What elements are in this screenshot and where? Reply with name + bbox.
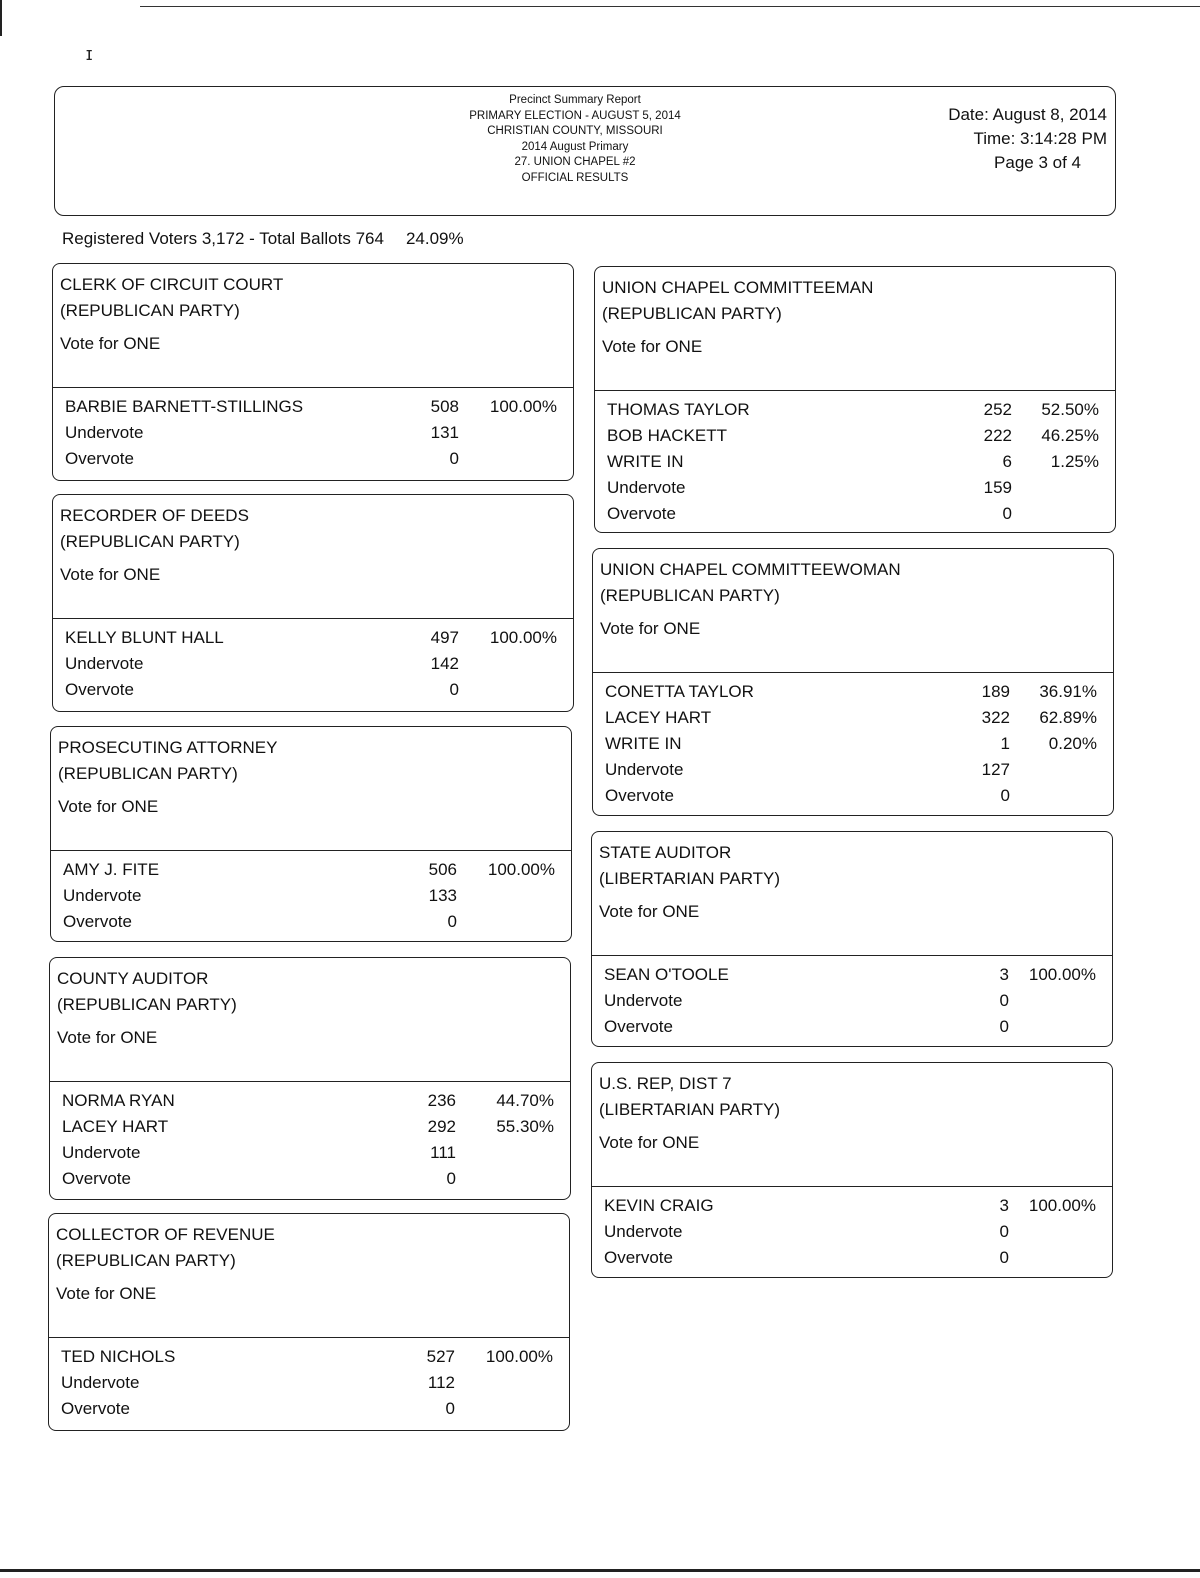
result-row xyxy=(604,1219,1104,1245)
report-title-line: Precinct Summary Report xyxy=(509,94,641,106)
result-row xyxy=(65,677,565,703)
race-office: RECORDER OF DEEDS xyxy=(60,506,249,525)
result-row xyxy=(65,651,565,677)
report-title-line: 27. UNION CHAPEL #2 xyxy=(514,156,636,168)
race-office: COUNTY AUDITOR xyxy=(57,969,209,988)
vote-count: 252 xyxy=(983,400,1012,419)
result-row xyxy=(607,397,1107,423)
vote-count: 189 xyxy=(981,682,1010,701)
vote-percent: 100.00% xyxy=(1028,1196,1096,1215)
vote-instruction: Vote for ONE xyxy=(599,902,700,921)
race-box xyxy=(50,726,572,942)
vote-count: 506 xyxy=(428,860,457,879)
race-title xyxy=(60,272,283,324)
candidate-name: Overvote xyxy=(65,680,134,699)
race-title xyxy=(600,557,901,609)
race-party: (LIBERTARIAN PARTY) xyxy=(599,869,781,888)
race-title xyxy=(60,503,249,555)
turnout-percent: 24.09% xyxy=(405,229,464,248)
vote-count: 0 xyxy=(999,1222,1009,1241)
vote-instruction: Vote for ONE xyxy=(600,619,701,638)
candidate-name: NORMA RYAN xyxy=(62,1091,175,1110)
candidate-name: Undervote xyxy=(604,991,683,1010)
vote-count: 0 xyxy=(1000,786,1010,805)
vote-percent: 0.20% xyxy=(1048,734,1097,753)
race-box xyxy=(52,494,574,712)
candidate-name: Undervote xyxy=(65,423,144,442)
vote-count: 222 xyxy=(983,426,1012,445)
race-party: (REPUBLICAN PARTY) xyxy=(60,532,240,551)
race-title xyxy=(599,840,780,892)
vote-count: 527 xyxy=(426,1347,455,1366)
result-row xyxy=(607,423,1107,449)
vote-percent: 100.00% xyxy=(487,860,555,879)
result-row xyxy=(605,757,1105,783)
report-title-line: 2014 August Primary xyxy=(521,140,629,153)
result-row xyxy=(65,446,565,472)
vote-percent: 100.00% xyxy=(489,397,557,416)
vote-count: 6 xyxy=(1002,452,1012,471)
results-list xyxy=(604,1193,1104,1271)
vote-percent: 62.89% xyxy=(1039,708,1097,727)
candidate-name: CONETTA TAYLOR xyxy=(605,682,754,701)
race-box xyxy=(591,1062,1113,1278)
vote-percent: 55.30% xyxy=(496,1117,554,1136)
result-row xyxy=(63,857,563,883)
vote-count: 112 xyxy=(427,1373,455,1392)
race-box xyxy=(48,1213,570,1431)
result-row xyxy=(605,679,1105,705)
race-divider xyxy=(593,672,1113,673)
race-box xyxy=(52,263,574,481)
turnout-text: Registered Voters 3,172 - Total Ballots 764 xyxy=(62,229,384,248)
page-number: Page 3 of 4 xyxy=(994,153,1081,172)
vote-count: 0 xyxy=(447,912,457,931)
candidate-name: WRITE IN xyxy=(605,734,682,753)
result-row xyxy=(65,625,565,651)
race-divider xyxy=(49,1337,569,1338)
result-row xyxy=(604,1014,1104,1040)
candidate-name: Overvote xyxy=(604,1017,673,1036)
race-party: (REPUBLICAN PARTY) xyxy=(602,304,782,323)
candidate-name: Undervote xyxy=(65,654,144,673)
vote-count: 3 xyxy=(999,965,1009,984)
vote-percent: 1.25% xyxy=(1050,452,1099,471)
candidate-name: THOMAS TAYLOR xyxy=(607,400,750,419)
race-title xyxy=(599,1071,780,1123)
vote-percent: 52.50% xyxy=(1041,400,1099,419)
candidate-name: LACEY HART xyxy=(62,1117,169,1136)
race-office: U.S. REP, DIST 7 xyxy=(599,1074,732,1093)
result-row xyxy=(65,420,565,446)
race-divider xyxy=(592,955,1112,956)
race-party: (REPUBLICAN PARTY) xyxy=(600,586,780,605)
race-divider xyxy=(53,618,573,619)
report-time: Time: 3:14:28 PM xyxy=(973,129,1107,148)
vote-percent: 46.25% xyxy=(1041,426,1099,445)
result-row xyxy=(62,1166,562,1192)
candidate-name: LACEY HART xyxy=(605,708,712,727)
result-row xyxy=(63,909,563,935)
race-title xyxy=(602,275,873,327)
turnout-summary xyxy=(62,229,464,249)
scan-mark: ɪ xyxy=(86,44,93,64)
report-header xyxy=(54,86,1116,216)
vote-percent: 100.00% xyxy=(485,1347,553,1366)
race-office: CLERK OF CIRCUIT COURT xyxy=(60,275,284,294)
race-divider xyxy=(595,390,1115,391)
race-office: COLLECTOR OF REVENUE xyxy=(56,1225,275,1244)
results-list xyxy=(605,679,1105,809)
candidate-name: Undervote xyxy=(605,760,684,779)
result-row xyxy=(62,1140,562,1166)
candidate-name: Overvote xyxy=(607,504,676,523)
vote-instruction: Vote for ONE xyxy=(58,797,159,816)
race-office: PROSECUTING ATTORNEY xyxy=(58,738,278,757)
race-box xyxy=(591,831,1113,1047)
candidate-name: Overvote xyxy=(62,1169,131,1188)
race-party: (REPUBLICAN PARTY) xyxy=(58,764,238,783)
candidate-name: KELLY BLUNT HALL xyxy=(65,628,224,647)
race-divider xyxy=(592,1186,1112,1187)
result-row xyxy=(61,1370,561,1396)
candidate-name: WRITE IN xyxy=(607,452,684,471)
race-party: (REPUBLICAN PARTY) xyxy=(60,301,240,320)
results-list xyxy=(607,397,1107,527)
vote-count: 0 xyxy=(1002,504,1012,523)
vote-instruction: Vote for ONE xyxy=(602,337,703,356)
vote-instruction: Vote for ONE xyxy=(599,1133,700,1152)
result-row xyxy=(607,449,1107,475)
result-row xyxy=(61,1344,561,1370)
candidate-name: Overvote xyxy=(604,1248,673,1267)
vote-count: 0 xyxy=(449,449,459,468)
candidate-name: Undervote xyxy=(604,1222,683,1241)
result-row xyxy=(62,1088,562,1114)
vote-count: 508 xyxy=(430,397,459,416)
candidate-name: AMY J. FITE xyxy=(63,860,160,879)
vote-count: 0 xyxy=(446,1169,456,1188)
candidate-name: Overvote xyxy=(605,786,674,805)
candidate-name: Overvote xyxy=(63,912,132,931)
race-title xyxy=(58,735,277,787)
result-row xyxy=(605,731,1105,757)
race-divider xyxy=(50,1081,570,1082)
vote-percent: 100.00% xyxy=(1028,965,1096,984)
candidate-name: SEAN O'TOOLE xyxy=(604,965,729,984)
race-title xyxy=(56,1222,275,1274)
vote-instruction: Vote for ONE xyxy=(57,1028,158,1047)
result-row xyxy=(65,394,565,420)
race-office: UNION CHAPEL COMMITTEEMAN xyxy=(602,278,874,297)
vote-count: 322 xyxy=(981,708,1010,727)
result-row xyxy=(604,988,1104,1014)
report-date: Date: August 8, 2014 xyxy=(948,105,1107,124)
vote-count: 292 xyxy=(427,1117,456,1136)
vote-count: 0 xyxy=(999,1248,1009,1267)
vote-count: 133 xyxy=(428,886,457,905)
vote-count: 127 xyxy=(981,760,1010,779)
race-box xyxy=(594,266,1116,533)
result-row xyxy=(607,501,1107,527)
vote-count: 0 xyxy=(999,991,1009,1010)
report-title-line: OFFICIAL RESULTS xyxy=(521,171,629,184)
vote-count: 497 xyxy=(430,628,459,647)
vote-count: 142 xyxy=(430,654,459,673)
candidate-name: Overvote xyxy=(61,1399,130,1418)
vote-instruction: Vote for ONE xyxy=(60,565,161,584)
result-row xyxy=(607,475,1107,501)
race-title xyxy=(57,966,237,1018)
report-meta xyxy=(867,103,1107,175)
race-office: UNION CHAPEL COMMITTEEWOMAN xyxy=(600,560,901,579)
result-row xyxy=(604,962,1104,988)
candidate-name: Undervote xyxy=(62,1143,141,1162)
result-row xyxy=(604,1193,1104,1219)
race-divider xyxy=(51,850,571,851)
vote-count: 3 xyxy=(999,1196,1009,1215)
race-party: (REPUBLICAN PARTY) xyxy=(56,1251,236,1270)
results-list xyxy=(65,394,565,472)
results-list xyxy=(65,625,565,703)
result-row xyxy=(61,1396,561,1422)
scan-edge-top xyxy=(140,6,1200,7)
candidate-name: BOB HACKETT xyxy=(607,426,727,445)
vote-count: 0 xyxy=(999,1017,1009,1036)
results-list xyxy=(604,962,1104,1040)
vote-count: 0 xyxy=(445,1399,455,1418)
report-title-line: CHRISTIAN COUNTY, MISSOURI xyxy=(487,125,663,137)
vote-count: 111 xyxy=(430,1143,456,1162)
result-row xyxy=(604,1245,1104,1271)
result-row xyxy=(62,1114,562,1140)
race-party: (REPUBLICAN PARTY) xyxy=(57,995,237,1014)
candidate-name: Undervote xyxy=(607,478,686,497)
vote-instruction: Vote for ONE xyxy=(60,334,161,353)
report-title-line: PRIMARY ELECTION - AUGUST 5, 2014 xyxy=(469,109,681,122)
result-row xyxy=(63,883,563,909)
candidate-name: Overvote xyxy=(65,449,134,468)
race-divider xyxy=(53,387,573,388)
result-row xyxy=(605,783,1105,809)
race-office: STATE AUDITOR xyxy=(599,843,732,862)
vote-percent: 36.91% xyxy=(1039,682,1097,701)
report-title-block xyxy=(375,93,775,186)
candidate-name: KEVIN CRAIG xyxy=(604,1196,714,1215)
candidate-name: TED NICHOLS xyxy=(61,1347,176,1366)
vote-count: 236 xyxy=(427,1091,456,1110)
vote-count: 159 xyxy=(983,478,1012,497)
vote-percent: 44.70% xyxy=(496,1091,554,1110)
vote-count: 0 xyxy=(449,680,459,699)
results-list xyxy=(63,857,563,935)
results-list xyxy=(61,1344,561,1422)
race-box xyxy=(592,548,1114,816)
race-party: (LIBERTARIAN PARTY) xyxy=(599,1100,781,1119)
vote-count: 131 xyxy=(430,423,459,442)
candidate-name: Undervote xyxy=(61,1373,140,1392)
vote-count: 1 xyxy=(1000,734,1010,753)
vote-instruction: Vote for ONE xyxy=(56,1284,157,1303)
result-row xyxy=(605,705,1105,731)
race-box xyxy=(49,957,571,1200)
candidate-name: BARBIE BARNETT-STILLINGS xyxy=(65,397,304,416)
scan-edge-left xyxy=(0,0,2,36)
candidate-name: Undervote xyxy=(63,886,142,905)
scan-edge-bottom xyxy=(0,1569,1200,1572)
vote-percent: 100.00% xyxy=(489,628,557,647)
results-list xyxy=(62,1088,562,1192)
